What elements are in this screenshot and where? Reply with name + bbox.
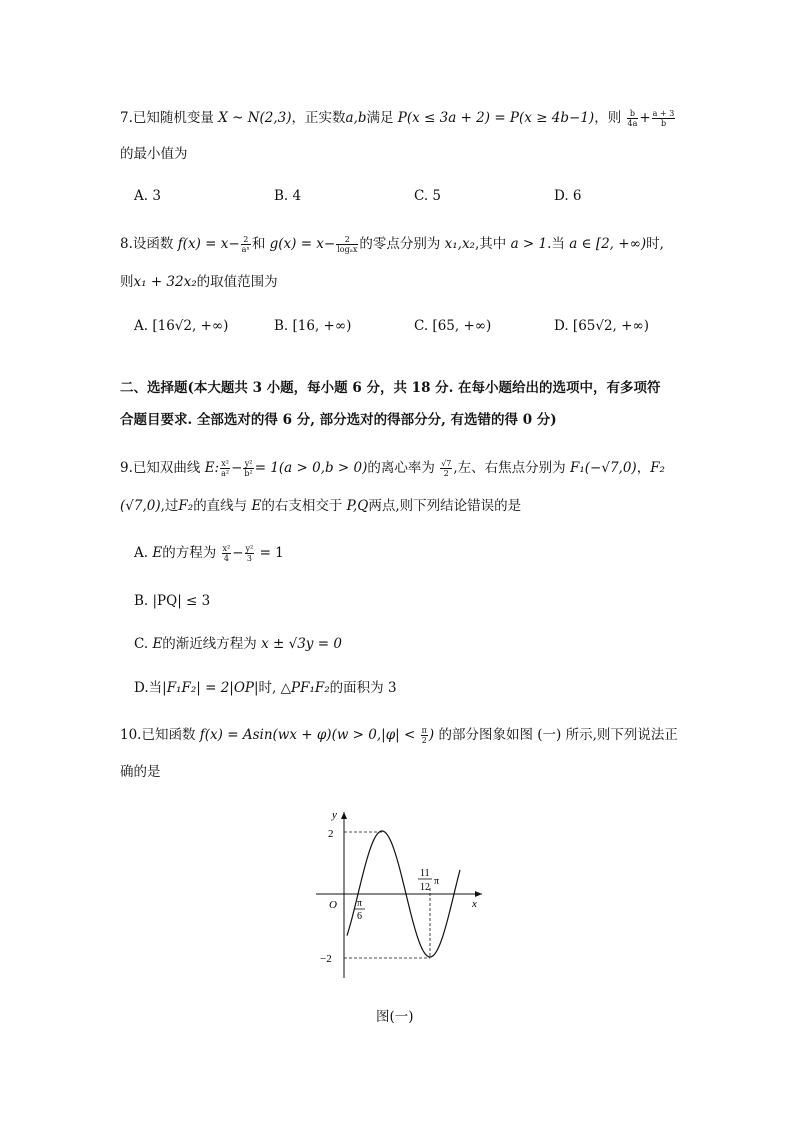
q7-text: ，则 xyxy=(594,110,622,126)
figure-caption: 图(一) xyxy=(376,1009,414,1025)
q9-fraction: $\frac{√7}{2}$ xyxy=(441,459,452,478)
q10-text: 的部分图象如图 (一) 所示,则下列说法正 xyxy=(438,727,678,743)
q10-math: (w > 0,|φ| < xyxy=(331,727,416,743)
q8-math: x₁,x₂ xyxy=(444,236,475,252)
q9-math: = 1(a > 0,b > 0) xyxy=(254,460,368,476)
q8-fraction: $\frac{2}{\text{logₐx}}$ xyxy=(337,235,358,254)
q7-fraction: $\frac{b}{4a}$ xyxy=(627,109,638,128)
x1-label-num: π xyxy=(357,898,363,909)
q7-option-b: B. 4 xyxy=(274,188,302,204)
x-axis-label: x xyxy=(472,898,477,910)
q10-text: 已知函数 xyxy=(141,727,196,743)
q9-math: F₂ xyxy=(178,498,194,514)
q9-option-b: B. |PQ| ≤ 3 xyxy=(134,593,211,609)
q9-math: F₁(−√7,0) xyxy=(569,460,637,476)
q9-option-c: C. E的渐近线方程为 x ± √3y = 0 xyxy=(134,636,342,652)
q8-text: 的取值范围为 xyxy=(196,274,278,290)
y-max-label: 2 xyxy=(328,828,334,840)
q9-text: 的离心率为 xyxy=(367,460,435,476)
q8-text: 设函数 xyxy=(132,236,174,252)
q8-math: x₁ + 32x₂ xyxy=(133,274,197,290)
section2-heading-line1: 二、选择题(本大题共 3 小题，每小题 6 分，共 18 分. 在每小题给出的选项中，有多项符 xyxy=(120,380,661,396)
q9-text: 两点,则下列结论错误的是 xyxy=(368,498,522,514)
q9-text: 已知双曲线 xyxy=(132,460,201,476)
q9-fraction: $\frac{\text{x²}}{\text{a²}}$ xyxy=(221,459,230,478)
y-axis-label: y xyxy=(332,809,337,821)
q7-line1 xyxy=(120,108,676,128)
q9-option-d: D.当|F₁F₂| = 2|OP|时, △PF₁F₂的面积为 3 xyxy=(134,680,397,696)
q8-option-a: A. [16√2, +∞) xyxy=(134,318,229,334)
q8-text: 时, xyxy=(646,236,664,252)
q8-number: 8. xyxy=(120,236,133,252)
q8-math: f(x) = x− xyxy=(177,236,240,252)
q9-math: E: xyxy=(204,460,220,476)
q10-math: f(x) = Asin(wx + φ) xyxy=(199,727,332,743)
q7-option-a: A. 3 xyxy=(134,188,161,204)
sine-graph-figure xyxy=(300,808,500,988)
q9-text: 的直线与 xyxy=(193,498,248,514)
q8-text: 和 xyxy=(251,236,266,252)
q8-option-d: D. [65√2, +∞) xyxy=(554,318,649,334)
q9-fraction: $\frac{\text{y²}}{\text{b²}}$ xyxy=(244,459,253,478)
q7-text: 满足 xyxy=(366,110,394,126)
q10-line2: 确的是 xyxy=(120,764,161,780)
q9-minus: − xyxy=(231,460,243,476)
q10-line1 xyxy=(120,725,678,745)
q8-line1 xyxy=(120,234,664,254)
q9-line2 xyxy=(120,496,521,516)
origin-label: O xyxy=(329,899,337,911)
q7-number: 7. xyxy=(120,110,133,126)
q7-math: X ~ N(2,3) xyxy=(218,110,292,126)
q9-math: (√7,0) xyxy=(120,498,161,514)
q7-option-d: D. 6 xyxy=(554,188,582,204)
q7-fraction: $\frac{a + 3}{b}$ xyxy=(652,109,675,128)
q9-math: F₂ xyxy=(650,460,665,476)
q8-text: ,其中 xyxy=(474,236,507,252)
q10-math: ) xyxy=(428,727,435,743)
q8-text: .当 xyxy=(547,236,565,252)
q8-fraction: $\frac{2}{\text{aˣ}}$ xyxy=(241,235,250,254)
q7-math: P(x ≤ 3a + 2) = P(x ≥ 4b−1) xyxy=(397,110,595,126)
x1-label-den: 6 xyxy=(357,911,362,922)
q7-text: 已知随机变量 xyxy=(132,110,214,126)
q9-text: 的右支相交于 xyxy=(261,498,343,514)
q7-option-c: C. 5 xyxy=(414,188,442,204)
q8-option-b: B. [16, +∞) xyxy=(274,318,352,334)
q8-math: g(x) = x− xyxy=(269,236,336,252)
q9-option-a: A. E的方程为 $\frac{\text{x²}}{4}$ − $\frac{\text{y²}}{3}$ = 1 xyxy=(134,544,284,563)
q8-math: a > 1 xyxy=(510,236,548,252)
x2-label-pi: π xyxy=(434,876,440,887)
q9-math: P,Q xyxy=(346,498,369,514)
q8-text: 的零点分别为 xyxy=(359,236,441,252)
section2-heading-line2: 合题目要求. 全部选对的得 6 分, 部分选对的得部分分, 有选错的得 0 分) xyxy=(120,412,557,428)
q9-text: ,过 xyxy=(160,498,179,514)
q8-option-c: C. [65, +∞) xyxy=(414,318,492,334)
q7-plus: + xyxy=(639,110,651,126)
q7-text: ，正实数 xyxy=(291,110,346,126)
y-min-label: −2 xyxy=(320,953,332,965)
x2-label-den: 12 xyxy=(420,882,430,893)
x2-label-num: 11 xyxy=(420,868,430,879)
q8-text: 则 xyxy=(120,274,134,290)
q7-math: a,b xyxy=(345,110,367,126)
q8-math: a ∈ [2, +∞) xyxy=(569,236,647,252)
q8-line2 xyxy=(120,272,278,292)
q9-number: 9. xyxy=(120,460,133,476)
q9-line1 xyxy=(120,458,665,478)
q10-number: 10. xyxy=(120,727,142,743)
y-axis-arrow xyxy=(341,812,347,819)
x-axis-arrow xyxy=(475,891,482,897)
q9-text: ， xyxy=(636,460,651,476)
q10-fraction: $\frac{\pi}{2}$ xyxy=(421,726,427,745)
q7-line2: 的最小值为 xyxy=(120,146,188,162)
q9-math: E xyxy=(251,498,262,514)
q9-text: ,左、右焦点分别为 xyxy=(453,460,566,476)
